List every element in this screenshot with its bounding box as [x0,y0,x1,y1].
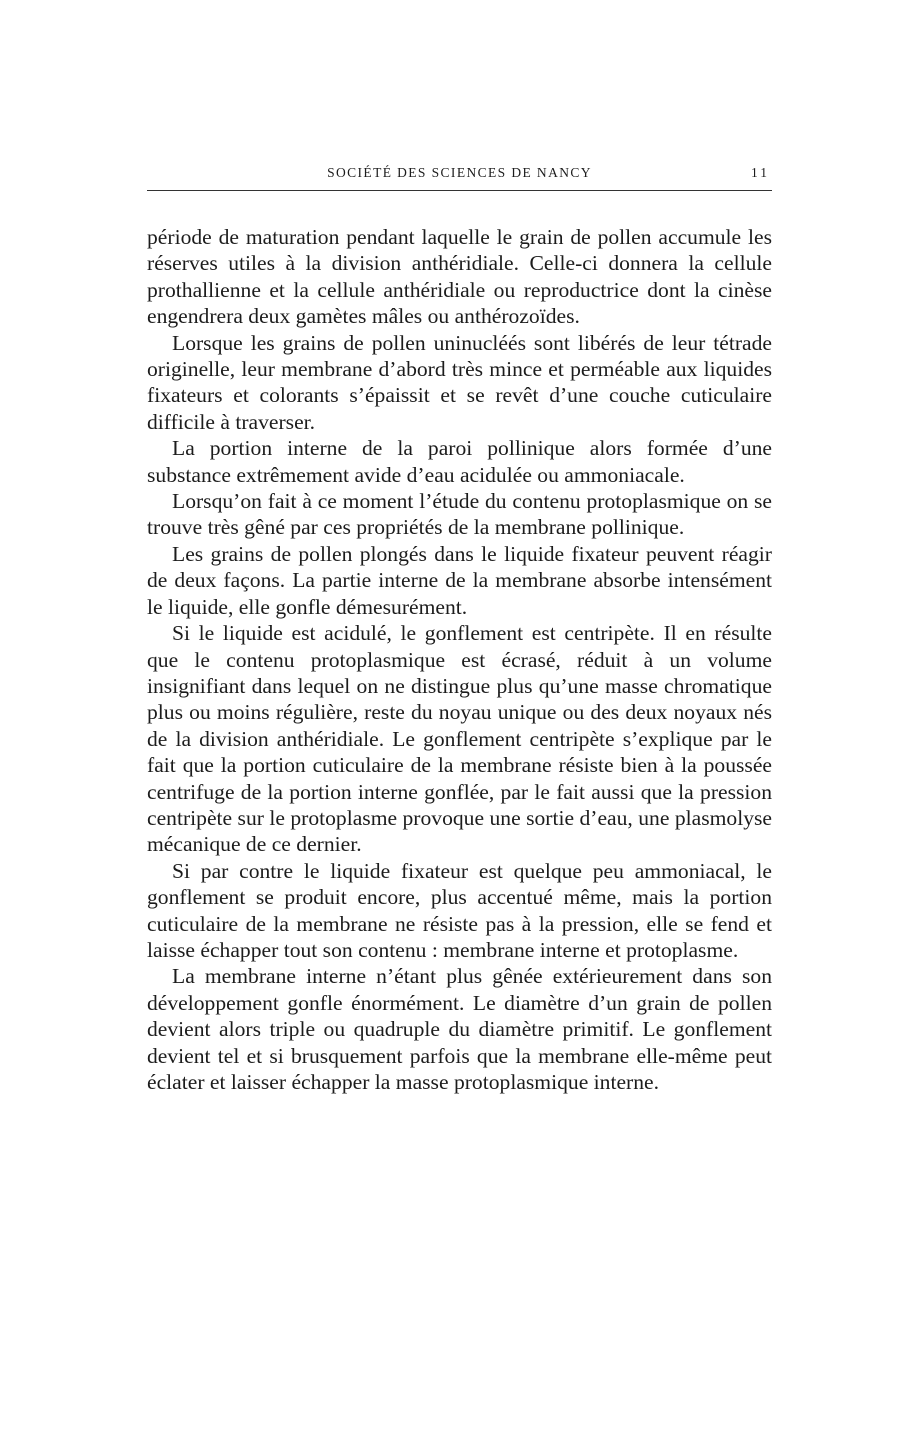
page-number: 11 [751,165,770,180]
paragraph: La membrane interne n’étant plus gênée extérieurement dans son développement gonfle énormément. Le diamètre d’un grain de pollen devient alors triple ou quadruple du diamètre primitif. Le gonflement devient tel et si brusquement parfois que la membrane elle-même peut éclater et laisser échapper la masse protoplasmique interne. [147,964,772,1094]
paragraph: Si le liquide est acidulé, le gonflement est centripète. Il en résulte que le contenu protoplasmique est écrasé, réduit à un volume insignifiant dans lequel on ne distingue plus qu’une masse chromatique plus ou moins régulière, reste du noyau unique ou des deux noyaux nés de la division anthéridiale. Le gonflement centripète s’explique par le fait que la portion cuticulaire de la membrane résiste bien à la poussée centrifuge de la portion interne gonflée, par le fait aussi que la pression centripète sur le protoplasme provoque une sortie d’eau, une plasmolyse mécanique de ce dernier. [147,621,772,857]
paragraph: période de maturation pendant laquelle le grain de pollen accumule les réserves utiles à la division anthéridiale. Celle-ci donnera la cellule prothallienne et la cellule anthéridiale ou reproductrice dont la cinèse engendrera deux gamètes mâles ou anthérozoïdes. [147,225,772,329]
paragraph: Lorsqu’on fait à ce moment l’étude du contenu protoplasmique on se trouve très gêné par ces propriétés de la membrane pollinique. [147,489,772,540]
running-header [147,163,772,185]
paragraph: Lorsque les grains de pollen uninucléés sont libérés de leur tétrade originelle, leur membrane d’abord très mince et perméable aux liquides fixateurs et colorants s’épaissit et se revêt d’une couche cuticulaire difficile à traverser. [147,330,772,434]
paragraph: Si par contre le liquide fixateur est quelque peu ammoniacal, le gonflement se produit encore, plus accentué même, mais la portion cuticulaire de la membrane ne résiste pas à la pression, elle se fend et laisse échapper tout son contenu : membrane interne et protoplasme. [147,858,772,962]
header-rule [147,190,772,191]
body-text [147,224,772,1095]
paragraph: La portion interne de la paroi pollinique alors formée d’une substance extrêmement avide d’eau acidulée ou ammoniacale. [147,436,772,487]
paragraph: Les grains de pollen plongés dans le liquide fixateur peuvent réagir de deux façons. La partie interne de la membrane absorbe intensément le liquide, elle gonfle démesurément. [147,541,772,619]
running-title: SOCIÉTÉ DES SCIENCES DE NANCY [327,165,592,180]
